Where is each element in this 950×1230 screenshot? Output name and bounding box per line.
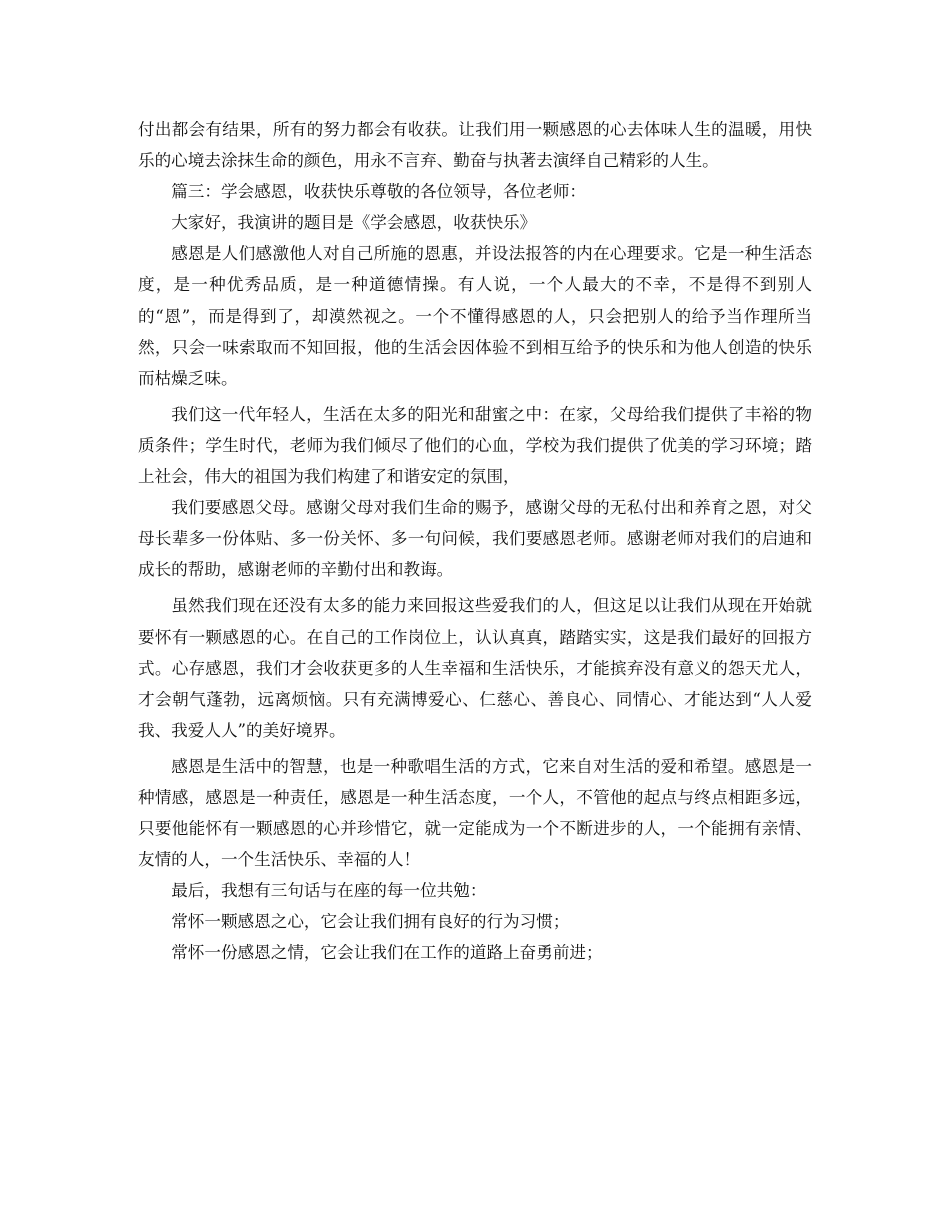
- paragraph-greeting: 大家好，我演讲的题目是《学会感恩，收获快乐》: [171, 213, 537, 233]
- document-body: [138, 114, 812, 969]
- paragraph-section-heading: 篇三：学会感恩，收获快乐尊敬的各位领导，各位老师：: [171, 182, 587, 202]
- paragraph-life-wisdom: 感恩是生活中的智慧，也是一种歌唱生活的方式，它来自对生活的爱和希望。感恩是一种情感，感恩是一种责任，感恩是一种生活态度，一个人，不管他的起点与终点相距多远，只要他能怀有一颗感恩的心并珍惜它，就一定能成为一个不断进步的人，一个能拥有亲情、友情的人，一个生活快乐、幸福的人！: [138, 756, 812, 870]
- paragraph-intro-continuation: 付出都会有结果，所有的努力都会有收获。让我们用一颗感恩的心去体味人生的温暖，用快乐的心境去涂抹生命的颜色，用永不言弃、勤奋与执著去演绎自己精彩的人生。: [138, 120, 812, 171]
- paragraph-grateful-heart: 虽然我们现在还没有太多的能力来回报这些爱我们的人，但这足以让我们从现在开始就要怀有一颗感恩的心。在自己的工作岗位上，认认真真，踏踏实实，这是我们最好的回报方式。心存感恩，我们才会收获更多的人生幸福和生活快乐，才能摈弃没有意义的怨天尤人，才会朝气蓬勃，远离烦恼。只有充满博爱心、仁慈心、善良心、同情心、才能达到“人人爱我、我爱人人”的美好境界。: [138, 596, 812, 740]
- paragraph-motto-two: 常怀一份感恩之情，它会让我们在工作的道路上奋勇前进；: [171, 943, 603, 963]
- paragraph-young-generation: 我们这一代年轻人，生活在太多的阳光和甜蜜之中：在家，父母给我们提供了丰裕的物质条件；学生时代，老师为我们倾尽了他们的心血，学校为我们提供了优美的学习环境；踏上社会，伟大的祖国为我们构建了和谐安定的氛围，: [138, 404, 812, 487]
- paragraph-gratitude-definition: 感恩是人们感激他人对自己所施的恩惠，并设法报答的内在心理要求。它是一种生活态度，是一种优秀品质，是一种道德情操。有人说，一个人最大的不幸，不是得不到别人的“恩”，而是得到了，却漠然视之。一个不懂得感恩的人，只会把别人的给予当作理所当然，只会一味索取而不知回报，他的生活会因体验不到相互给予的快乐和为他人创造的快乐而枯燥乏味。: [138, 244, 812, 388]
- paragraph-closing-intro: 最后，我想有三句话与在座的每一位共勉：: [171, 881, 487, 901]
- paragraph-thank-parents: 我们要感恩父母。感谢父母对我们生命的赐予，感谢父母的无私付出和养育之恩，对父母长辈多一份体贴、多一份关怀、多一句问候，我们要感恩老师。感谢老师对我们的启迪和成长的帮助，感谢老师的辛勤付出和教诲。: [138, 498, 812, 580]
- paragraph-motto-one: 常怀一颗感恩之心，它会让我们拥有良好的行为习惯；: [171, 912, 570, 932]
